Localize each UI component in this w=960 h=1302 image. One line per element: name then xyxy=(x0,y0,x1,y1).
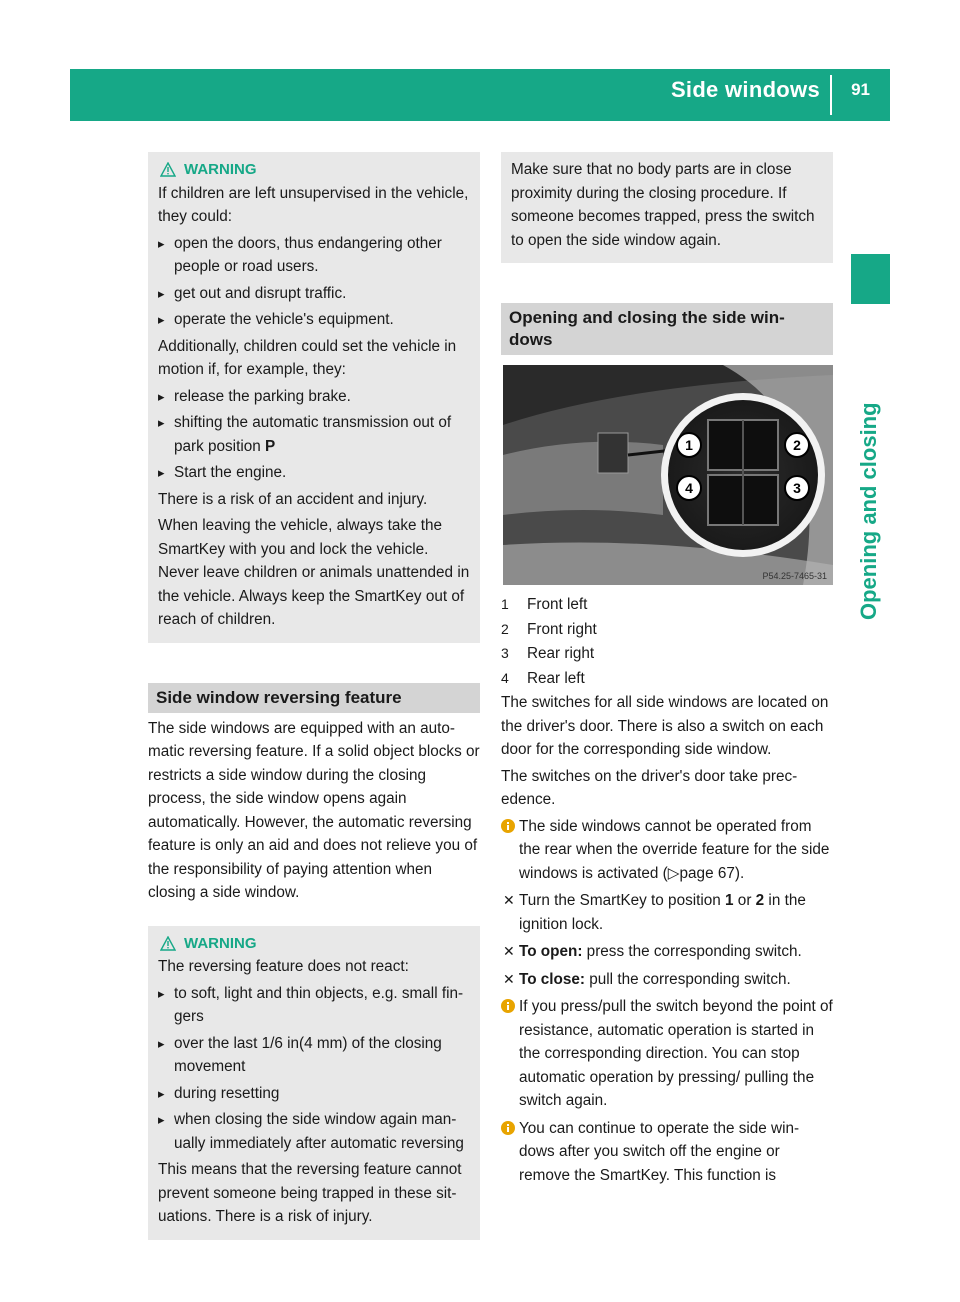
legend-item: 2 Front right xyxy=(501,618,833,642)
paragraph-switch-location: The switches for all side windows are located on the driver's door. There is also a switch on each door for the corresponding side window. xyxy=(501,694,829,758)
legend-item: 3 Rear right xyxy=(501,642,833,666)
step-item: ✕ To close: pull the corresponding switch. xyxy=(501,968,833,992)
section-heading-opening: Opening and closing the side win-dows xyxy=(501,303,833,355)
warning-intro: The reversing feature does not react: xyxy=(158,958,409,975)
legend xyxy=(501,593,833,690)
legend-number: 1 xyxy=(501,596,509,612)
warning-heading: WARNING xyxy=(160,158,470,182)
legend-number: 2 xyxy=(501,620,509,637)
page-ref-link[interactable]: page 67 xyxy=(679,864,735,882)
step-marker-icon: ✕ xyxy=(503,970,515,987)
page-title: Side windows xyxy=(670,77,820,102)
warning-list xyxy=(158,385,470,485)
warning-triangle-icon xyxy=(160,162,176,177)
warning-box-children xyxy=(148,152,480,643)
step-marker-icon: ✕ xyxy=(503,892,515,908)
warning-list xyxy=(158,232,470,332)
page-ref-arrow-icon: ▷ xyxy=(667,864,680,882)
list-item: ▸ when closing the side window again man-ually immediately after automatic reversing xyxy=(158,1108,470,1155)
warning-risk: There is a risk of an accident and injury. xyxy=(158,490,428,508)
info-note-automatic: If you press/pull the switch beyond the point of resistance, automatic operation is started in the corresponding direction. You can stop automatic operation by pressing/ pulling the switch again. xyxy=(501,995,833,1113)
warning-mid: Additionally, children could set the vehicle in motion if, for example, they: xyxy=(158,337,457,378)
callout-4: 4 xyxy=(685,480,693,496)
info-icon xyxy=(501,1121,515,1135)
step-item: ✕ Turn the SmartKey to position 1 or 2 in the ignition lock. xyxy=(501,889,833,936)
legend-number: 3 xyxy=(501,645,509,661)
legend-number: 4 xyxy=(501,669,509,686)
header-divider xyxy=(830,75,832,115)
warning-advice: When leaving the vehicle, always take the SmartKey with you and lock the vehicle. Never leave children or animals unattended in the vehicle. Always keep the SmartKey out of reach of children. xyxy=(158,517,470,628)
door-switch-figure xyxy=(503,365,833,585)
list-item: ▸ open the doors, thus endangering other people or road users. xyxy=(158,232,470,279)
list-item: ▸ release the parking brake. xyxy=(158,385,470,409)
info-icon xyxy=(501,819,515,833)
chapter-tab xyxy=(851,254,890,304)
list-item: ▸ shifting the automatic transmission out of park position P xyxy=(158,411,470,458)
header-bar xyxy=(70,69,890,121)
legend-item: 4 Rear left xyxy=(501,667,833,691)
warning-box-continued: Make sure that no body parts are in close proximity during the closing procedure. If someone becomes trapped, press the switch to open the side window again. xyxy=(501,152,833,263)
info-note-override: The side windows cannot be operated from the rear when the override feature for the side windows is activated (▷page 67). xyxy=(501,815,833,886)
info-note-continue: You can continue to operate the side win-dows after you switch off the engine or remove the SmartKey. This function is xyxy=(501,1117,833,1188)
callout-1: 1 xyxy=(685,437,693,453)
step-item: ✕ To open: press the corresponding switch. xyxy=(501,940,833,964)
section-heading-reversing: Side window reversing feature xyxy=(148,683,480,713)
warning-box-reversing xyxy=(148,926,480,1240)
legend-item: 1 Front left xyxy=(501,593,833,617)
figure-code: P54.25-7465-31 xyxy=(762,571,827,581)
paragraph-precedence: The switches on the driver's door take prec-edence. xyxy=(501,767,798,808)
door-switch-illustration xyxy=(503,365,833,585)
callout-2: 2 xyxy=(793,437,801,453)
callout-3: 3 xyxy=(793,480,801,496)
warning-list xyxy=(158,982,470,1156)
info-icon xyxy=(501,999,515,1013)
list-item: ▸ over the last 1/6 in(4 mm) of the closing movement xyxy=(158,1032,470,1079)
list-item: ▸ during resetting xyxy=(158,1082,470,1106)
chapter-label: Opening and closing xyxy=(856,402,881,620)
warning-outro: This means that the reversing feature cannot prevent someone being trapped in these sit-uations. There is a risk of injury. xyxy=(158,1161,462,1225)
list-item: ▸ Start the engine. xyxy=(158,461,470,485)
list-item: ▸ to soft, light and thin objects, e.g. small fin-gers xyxy=(158,982,470,1029)
right-column xyxy=(501,152,833,1191)
list-item: ▸ get out and disrupt traffic. xyxy=(158,282,470,306)
step-marker-icon: ✕ xyxy=(503,943,515,959)
warning-heading: WARNING xyxy=(160,932,470,956)
page-number: 91 xyxy=(851,80,870,99)
left-column xyxy=(148,152,480,1240)
reversing-body: The side windows are equipped with an auto-matic reversing feature. If a solid object blocks or restricts a side window during the closing process, the side window opens again automatically. However, the automatic reversing feature is only an aid and does not relieve you of the responsibility of paying attention when closing a side window. xyxy=(148,719,480,901)
list-item: ▸ operate the vehicle's equipment. xyxy=(158,308,470,332)
warning-intro: If children are left unsupervised in the vehicle, they could: xyxy=(158,184,469,225)
warning-triangle-icon xyxy=(160,936,176,951)
